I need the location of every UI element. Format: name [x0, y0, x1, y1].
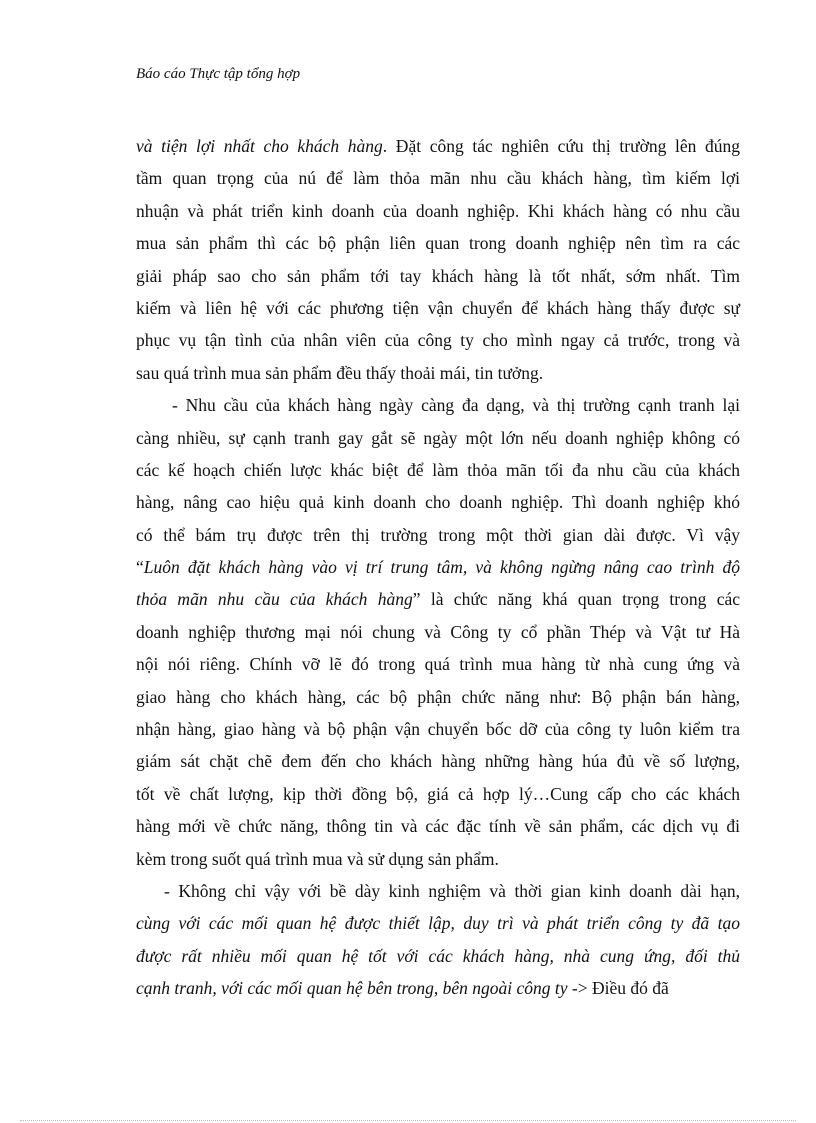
text-line: mua sản phẩm thì các bộ phận liên quan trong doanh nghiệp nên tìm ra các [136, 233, 740, 254]
text-line: tầm quan trọng của nú để làm thỏa mãn nhu cầu khách hàng, tìm kiếm lợi [136, 168, 740, 189]
page-header: Báo cáo Thực tập tổng hợp [136, 66, 301, 82]
text-line: cùng với các mối quan hệ được thiết lập, duy trì và phát triển công ty đã tạo [136, 913, 740, 934]
text-line: kèm trong suốt quá trình mua và sử dụng sản phẩm. [136, 848, 499, 869]
text-line: sau quá trình mua sản phẩm đều thấy thoải mái, tin tưởng. [136, 362, 544, 383]
text-line: giải pháp sao cho sản phẩm tới tay khách hàng là tốt nhất, sớm nhất. Tìm [136, 265, 740, 286]
text-line: - Không chỉ vậy với bề dày kinh nghiệm và thời gian kinh doanh dài hạn, [164, 880, 740, 901]
text-line: thỏa mãn nhu cầu của khách hàng” là chức năng khá quan trọng trong các [136, 589, 740, 610]
text-line: tốt về chất lượng, kịp thời đồng bộ, giá cả hợp lý…Cung cấp cho các khách [136, 783, 740, 804]
text-line: phục vụ tận tình của nhân viên của công ty cho mình ngay cả trước, trong và [136, 330, 740, 351]
text-line: giao hàng cho khách hàng, các bộ phận chức năng như: Bộ phận bán hàng, [136, 686, 740, 707]
text-line: kiếm và liên hệ với các phương tiện vận chuyển để khách hàng thấy được sự [136, 297, 740, 318]
text-line: doanh nghiệp thương mại nói chung và Công ty cổ phần Thép và Vật tư Hà [136, 621, 740, 642]
text-line: hàng mới về chức năng, thông tin và các đặc tính về sản phẩm, các dịch vụ đi [136, 816, 740, 837]
text-line: các kế hoạch chiến lược khác biệt để làm thỏa mãn tối đa nhu cầu của khách [136, 459, 740, 480]
text-line: có thể bám trụ được trên thị trường trong một thời gian dài được. Vì vậy [136, 524, 740, 545]
page-bottom-rule [20, 1120, 796, 1121]
text-line: giám sát chặt chẽ đem đến cho khách hàng những hàng húa đủ về số lượng, [136, 751, 740, 772]
text-line: và tiện lợi nhất cho khách hàng. Đặt công tác nghiên cứu thị trường lên đúng [136, 136, 740, 156]
body-text [136, 130, 740, 1005]
text-line: “Luôn đặt khách hàng vào vị trí trung tâm, và không ngừng nâng cao trình độ [136, 557, 740, 578]
text-line: hàng, nâng cao hiệu quả kinh doanh cho doanh nghiệp. Thì doanh nghiệp khó [136, 492, 740, 513]
text-line: nhuận và phát triển kinh doanh của doanh nghiệp. Khi khách hàng có nhu cầu [136, 200, 740, 221]
text-line: cạnh tranh, với các mối quan hệ bên trong, bên ngoài công ty -> Điều đó đã [136, 978, 669, 999]
text-line: - Nhu cầu của khách hàng ngày càng đa dạng, và thị trường cạnh tranh lại [172, 395, 740, 416]
text-line: nội nói riêng. Chính vỡ lẽ đó trong quá trình mua hàng từ nhà cung ứng và [136, 654, 740, 675]
text-line: nhận hàng, giao hàng và bộ phận vận chuyển bốc dỡ của công ty luôn kiểm tra [136, 719, 740, 740]
text-line: được rất nhiều mối quan hệ tốt với các khách hàng, nhà cung ứng, đối thủ [136, 945, 740, 966]
text-line: càng nhiều, sự cạnh tranh gay gắt sẽ ngày một lớn nếu doanh nghiệp không có [136, 427, 740, 448]
